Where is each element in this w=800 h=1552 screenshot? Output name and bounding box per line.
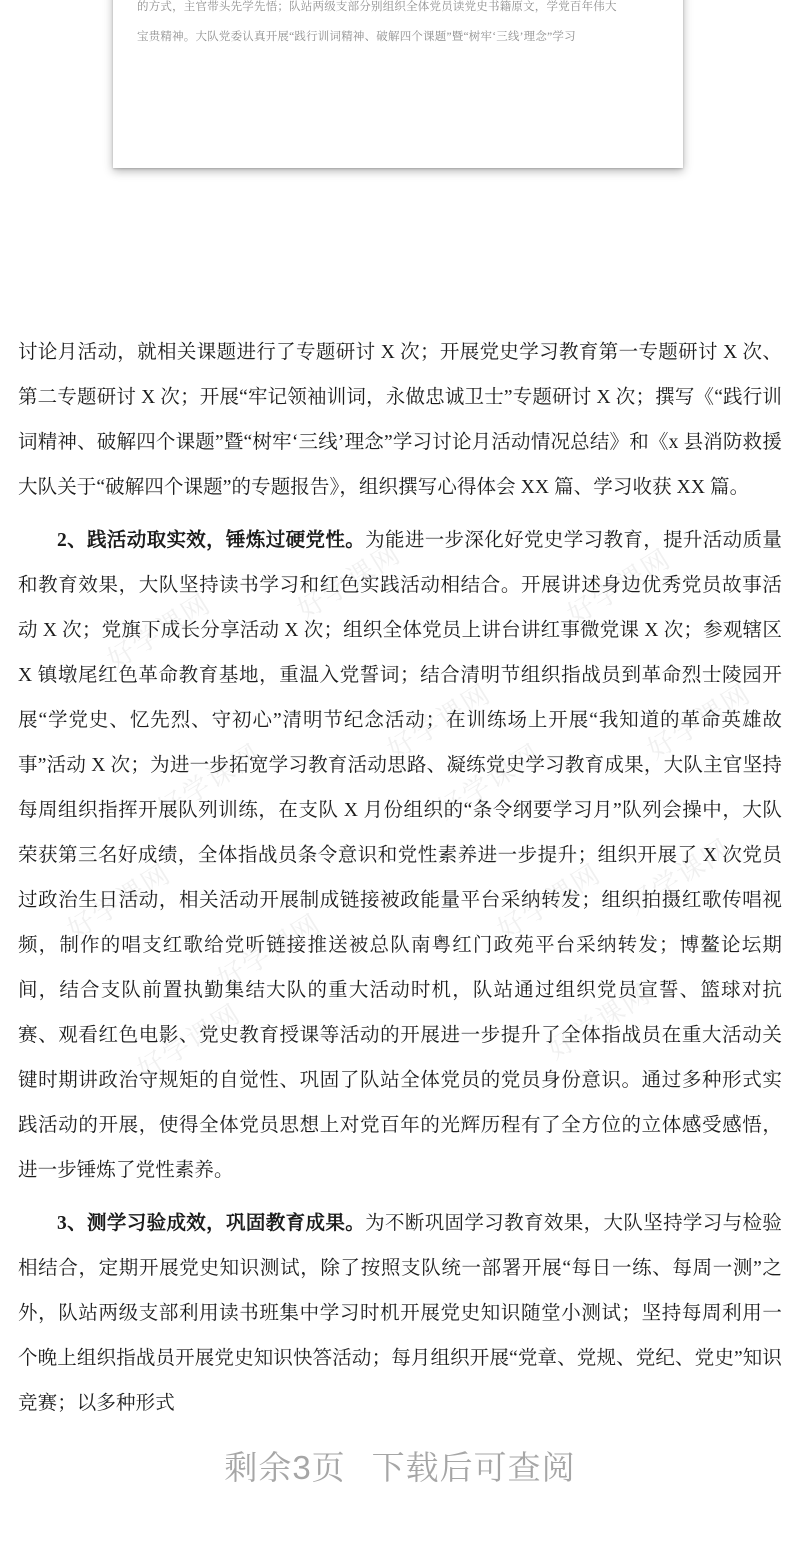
paragraph-heading: 3、测学习验成效，巩固教育成果。 (57, 1213, 366, 1234)
paragraph-heading: 2、践活动取实效，锤炼过硬党性。 (57, 530, 366, 551)
watermark-text: 好学课网 (562, 543, 677, 631)
paragraph-continued (18, 330, 782, 510)
watermark-text: 好学课网 (432, 738, 547, 826)
watermark-text: 好学课网 (132, 998, 247, 1086)
paragraph-item-2 (18, 518, 782, 1193)
page-card-line: 宝贵精神。大队党委认真开展“践行训词精神、破解四个课题”暨“树牢‘三线’理念”学习 (137, 31, 576, 43)
watermark-text: 好学课网 (642, 678, 757, 766)
watermark-text: 好学课网 (152, 738, 267, 826)
watermark-text: 好学课网 (62, 858, 177, 946)
download-hint-bar[interactable] (0, 1442, 800, 1489)
paragraph-text: 为不断巩固学习教育效果，大队坚持学习与检验相结合，定期开展党史知识测试，除了按照支队统一部署开展“每日一练、每周一测”之外，队站两级支部利用读书班集中学习时机开展党史知识随堂小测试；坚持每周利用一个晚上组织指战员开展党史知识快答活动；每月组织开展“党章、党规、党纪、党史”知识竞赛；以多种形式 (18, 1213, 782, 1414)
paragraph-text: 为能进一步深化好党史学习教育，提升活动质量和教育效果，大队坚持读书学习和红色实践活动相结合。开展讲述身边优秀党员故事活动 X 次；党旗下成长分享活动 X 次；组织全体党员上讲台讲红事微党课 X 次；参观辖区 X 镇墩尾红色革命教育基地，重温入党誓词；结合清明节组织指战员到革命烈士陵园开展“学党史、忆先烈、守初心”清明节纪念活动；在训练场上开展“我知道的革命英雄故事”活动 X 次；为进一步拓宽学习教育活动思路、凝练党史学习教育成果，大队主官坚持每周组织指挥开展队列训练，在支队 X 月份组织的“条令纲要学习月”队列会操中，大队荣获第三名好成绩，全体指战员条令意识和党性素养进一步提升；组织开展了 X 次党员过政治生日活动，相关活动开展制成链接被政能量平台采纳转发；组织拍摄红歌传唱视频，制作的唱支红歌给党听链接推送被总队南粤红门政苑平台采纳转发；博鳌论坛期间，结合支队前置执勤集结大队的重大活动时机，队站通过组织党员宣誓、篮球对抗赛、观看红色电影、党史教育授课等活动的开展进一步提升了全体指战员在重大活动关键时期讲政治守规矩的自觉性、巩固了队站全体党员的党员身份意识。通过多种形式实践活动的开展，使得全体党员思想上对党百年的光辉历程有了全方位的立体感受感悟，进一步锤炼了党性素养。 (18, 530, 782, 1181)
watermark-text: 好学课网 (622, 833, 737, 921)
watermark-text: 好学课网 (382, 678, 497, 766)
remaining-pages-label: 剩余3页 (224, 1449, 346, 1486)
watermark-text: 好学课网 (492, 858, 607, 946)
document-page-card-previous[interactable] (113, 0, 683, 168)
watermark-text: 好学课网 (542, 978, 657, 1066)
watermark-text: 好学课网 (102, 588, 217, 676)
page-card-text-block (113, 0, 683, 52)
paragraph-item-3 (18, 1201, 782, 1426)
watermark-text: 好学课网 (212, 908, 327, 996)
page-card-line: 的方式，主官带头先学先悟；队站两级支部分别组织全体党员读党史书籍原文，学党百年伟大 (137, 1, 617, 13)
download-hint-label: 下载后可查阅 (371, 1449, 576, 1486)
document-body (0, 330, 800, 1434)
paragraph-text: 讨论月活动，就相关课题进行了专题研讨 X 次；开展党史学习教育第一专题研讨 X 次、第二专题研讨 X 次；开展“牢记领袖训词，永做忠诚卫士”专题研讨 X 次；撰写《“践行训词精神、破解四个课题”暨“树牢‘三线’理念”学习讨论月活动情况总结》和《x 县消防救援大队关于“破解四个课题”的专题报告》，组织撰写心得体会 XX 篇、学习收获 XX 篇。 (18, 342, 782, 498)
watermark-text: 好学课网 (292, 538, 407, 626)
